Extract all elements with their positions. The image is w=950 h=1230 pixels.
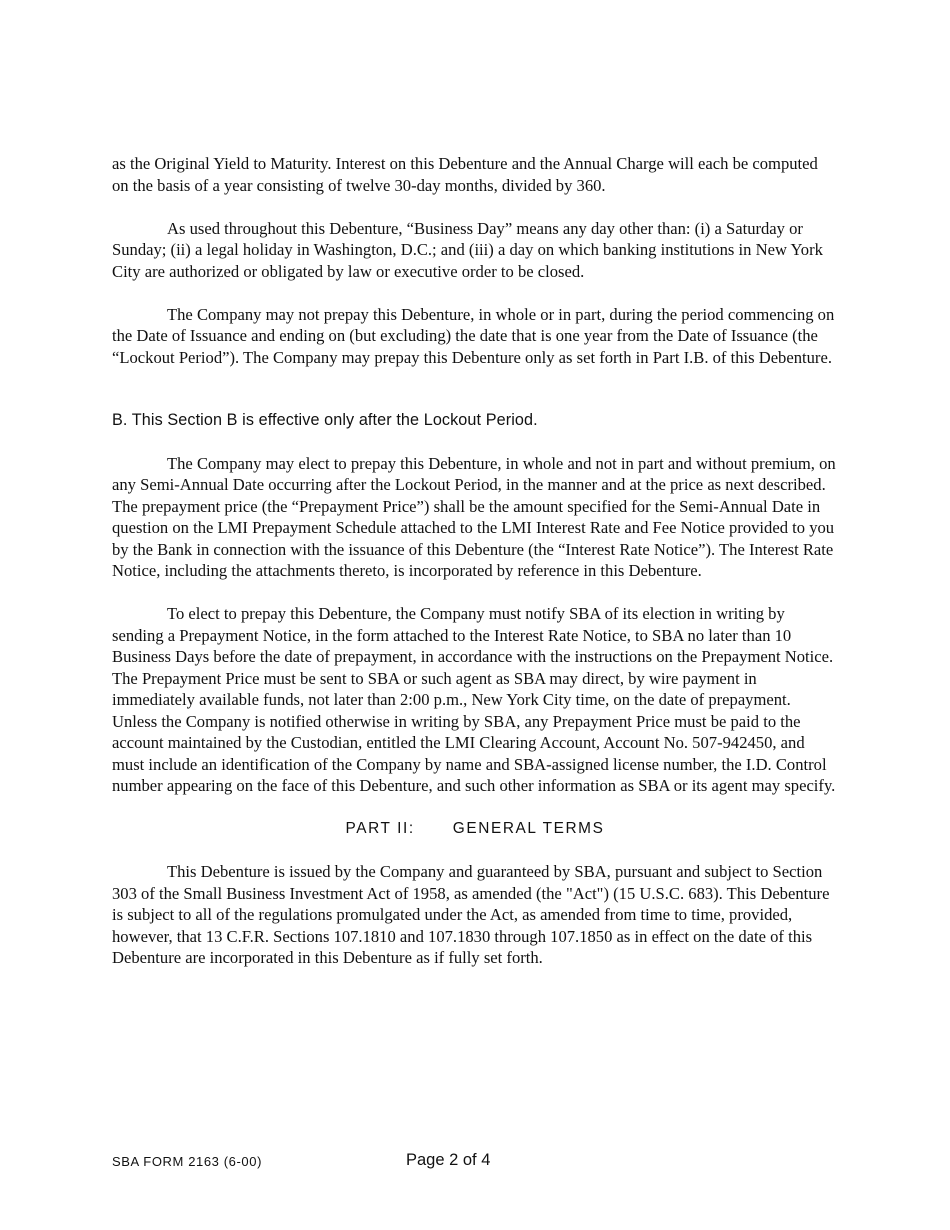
document-body [112, 153, 838, 990]
paragraph-business-day-definition: As used throughout this Debenture, “Business Day” means any day other than: (i) a Saturday or Sunday; (ii) a legal holiday in Washington, D.C.; and (iii) a day on which banking institutions in New York City are authorized or obligated by law or executive order to be closed. [112, 218, 823, 281]
paragraph-prepayment-notice: To elect to prepay this Debenture, the Company must notify SBA of its election in writing by sending a Prepayment Notice, in the form attached to the Interest Rate Notice, to SBA no later than 10 Business Days before the date of prepayment, in accordance with the instructions on the Prepayment Notice. The Prepayment Price must be sent to SBA or such agent as SBA may direct, by wire payment in immediately available funds, not later than 2:00 p.m., New York City time, on the date of prepayment. Unless the Company is notified otherwise in writing by SBA, any Prepayment Price must be paid to the account maintained by the Custodian, entitled the LMI Clearing Account, Account No. 507-942450, and must include an identification of the Company by name and SBA-assigned license number, the I.D. Control number appearing on the face of this Debenture, and such other information as SBA or its agent may specify. [112, 604, 836, 795]
paragraph-yield-to-maturity: as the Original Yield to Maturity. Interest on this Debenture and the Annual Charge will each be computed on the basis of a year consisting of twelve 30-day months, divided by 360. [112, 154, 818, 195]
footer-page-number: Page 2 of 4 [406, 1151, 491, 1169]
paragraph-prepayment-price: The Company may elect to prepay this Debenture, in whole and not in part and without premium, on any Semi-Annual Date occurring after the Lockout Period, in the manner and at the price as next described. The prepayment price (the “Prepayment Price”) shall be the amount specified for the Semi-Annual Date in question on the LMI Prepayment Schedule attached to the LMI Interest Rate and Fee Notice provided to you by the Bank in connection with the issuance of this Debenture (the “Interest Rate Notice”). The Interest Rate Notice, including the attachments thereto, is incorporated by reference in this Debenture. [112, 453, 836, 580]
footer-form-id: SBA FORM 2163 (6-00) [112, 1154, 262, 1169]
paragraph-general-terms: This Debenture is issued by the Company and guaranteed by SBA, pursuant and subject to Section 303 of the Small Business Investment Act of 1958, as amended (the "Act") (15 U.S.C. 683). This Debenture is subject to all of the regulations promulgated under the Act, as amended from time to time, provided, however, that 13 C.F.R. Sections 107.1810 and 107.1830 through 107.1850 as in effect on the date of this Debenture are incorporated in this Debenture as if fully set forth. [112, 862, 830, 967]
part-ii-label: PART II: [345, 820, 415, 837]
paragraph-lockout-period: The Company may not prepay this Debenture, in whole or in part, during the period commencing on the Date of Issuance and ending on (but excluding) the date that is one year from the Date of Issuance (the “Lockout Period”). The Company may prepay this Debenture only as set forth in Part I.B. of this Debenture. [112, 304, 835, 367]
section-b-heading: B. This Section B is effective only after the Lockout Period. [112, 411, 538, 429]
part-ii-heading [112, 818, 838, 840]
part-ii-title: GENERAL TERMS [452, 820, 605, 837]
